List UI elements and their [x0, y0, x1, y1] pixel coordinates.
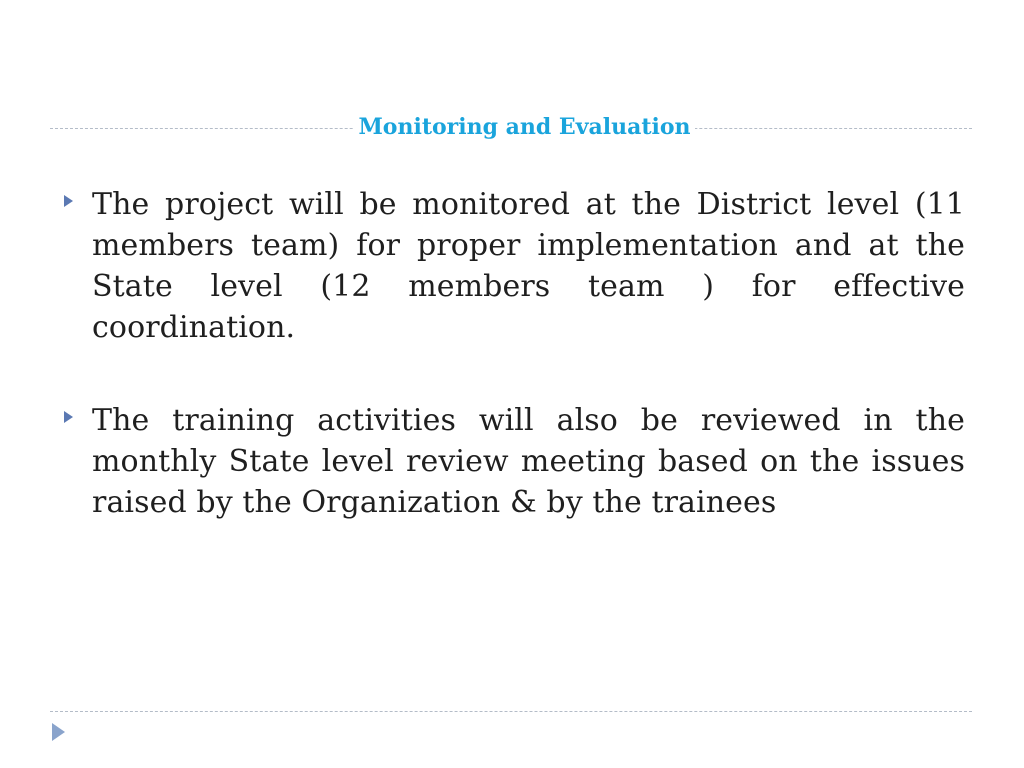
triangle-bullet-icon — [64, 195, 73, 207]
list-item — [60, 400, 965, 523]
bottom-divider — [50, 711, 972, 712]
next-arrow-icon[interactable] — [52, 723, 65, 741]
bullet-text: The project will be monitored at the District level (11 members team) for proper implementation and at the State level (12 members team ) for effective coordination. — [92, 187, 965, 345]
triangle-bullet-icon — [64, 411, 73, 423]
list-item — [60, 184, 965, 348]
bullet-text: The training activities will also be reviewed in the monthly State level review meeting based on the issues raised by the Organization & by the trainees — [92, 403, 965, 520]
bullet-list — [60, 184, 965, 523]
slide-title: Monitoring and Evaluation — [354, 114, 694, 140]
slide-title-wrap — [0, 112, 1024, 142]
